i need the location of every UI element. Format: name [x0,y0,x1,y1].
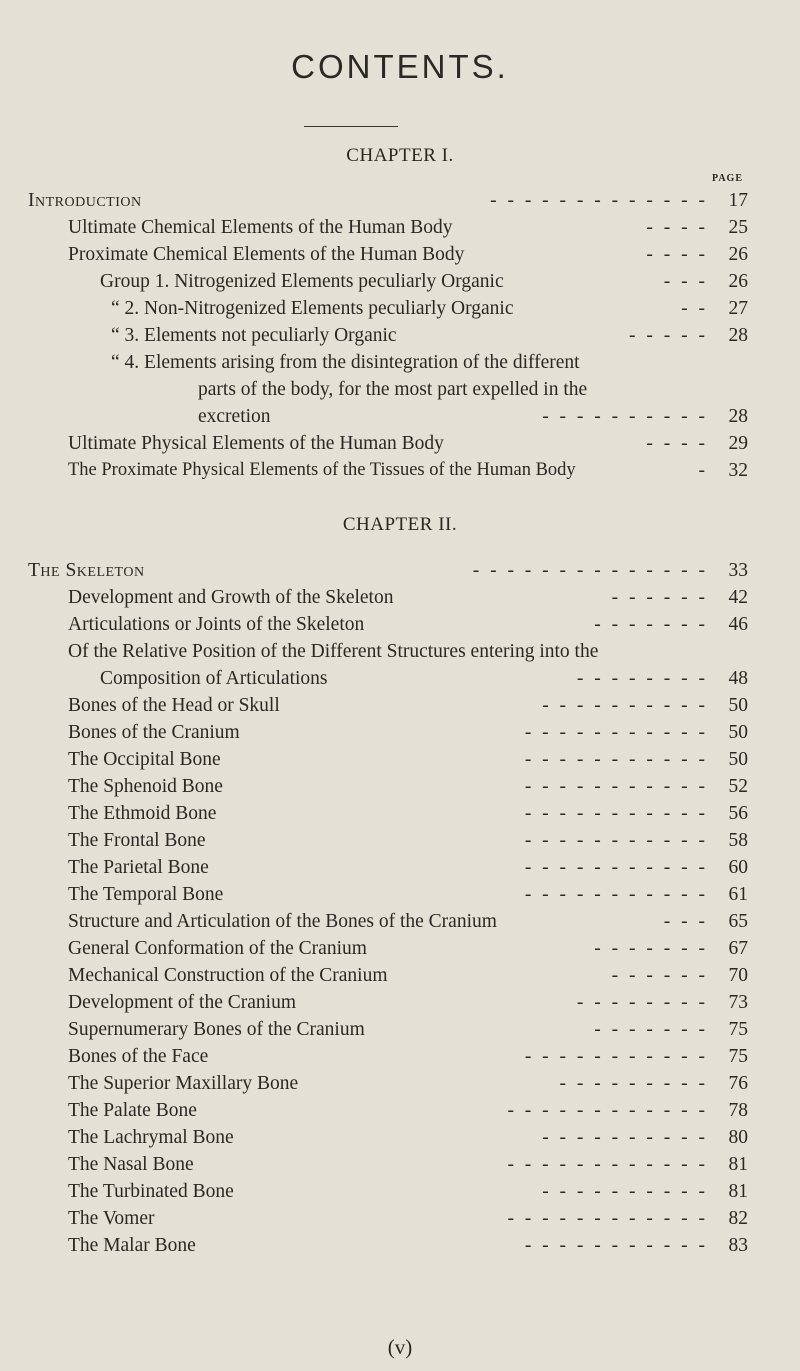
toc-entry-page: 78 [728,1100,748,1121]
dot-leader: - - - - - - - - - - - - [507,1100,708,1121]
toc-entry[interactable] [68,1178,748,1205]
toc-entry-page: 50 [728,722,748,743]
toc-entry[interactable] [68,1043,748,1070]
toc-entry-page: 26 [728,244,748,265]
toc-entry[interactable] [68,773,748,800]
dot-leader: - - - - [646,244,708,265]
toc-entry[interactable] [68,935,748,962]
dot-leader: - - - - - - - - - - - [524,803,708,824]
toc-entry-title: The Turbinated Bone [68,1181,234,1202]
toc-entry-page: 81 [728,1181,748,1202]
dot-leader: - - - - - - - - [576,992,708,1013]
toc-entry[interactable] [68,746,748,773]
toc-entry-title: The Temporal Bone [68,884,224,905]
dot-leader: - - - - - [629,325,708,346]
dot-leader: - - - - - - - - - - - [524,1235,708,1256]
dot-leader: - - [681,298,708,319]
toc-entry-page: 25 [728,217,748,238]
toc-entry-title: Proximate Chemical Elements of the Human Body [68,244,465,265]
toc-entry-page: 28 [728,406,748,427]
toc-entry-title: Bones of the Face [68,1046,209,1067]
toc-entry-title: The Malar Bone [68,1235,196,1256]
toc-entry[interactable] [100,268,748,295]
dot-leader: - [698,460,708,481]
dot-leader: - - - - - - - - - - [542,695,708,716]
toc-entry-title: General Conformation of the Cranium [68,938,367,959]
toc-entry-page: 76 [728,1073,748,1094]
toc-entry-title: The Vomer [68,1208,155,1229]
toc-entry-page: 28 [728,325,748,346]
toc-entry[interactable] [68,881,748,908]
toc-entry-page: 52 [728,776,748,797]
toc-entry-page: 56 [728,803,748,824]
toc-entry-title: Development of the Cranium [68,992,296,1013]
toc-entry[interactable] [68,692,748,719]
toc-entry-page: 70 [728,965,748,986]
toc-entry[interactable] [68,1151,748,1178]
toc-entry-page: 81 [728,1154,748,1175]
toc-entry-title: The Sphenoid Bone [68,776,223,797]
dot-leader: - - - - - - [611,965,708,986]
toc-entry-title: Supernumerary Bones of the Cranium [68,1019,365,1040]
toc-entry-page: 17 [728,190,748,211]
toc-entry[interactable] [68,989,748,1016]
toc-entry-title: The Lachrymal Bone [68,1127,234,1148]
dot-leader: - - - [663,271,708,292]
toc-entry-page: 82 [728,1208,748,1229]
toc-entry-page: 75 [728,1019,748,1040]
toc-entry[interactable] [68,1259,748,1286]
toc-entry-title: The Occipital Bone [68,749,221,770]
toc-entry[interactable] [28,557,748,584]
toc-entry-page: 75 [728,1046,748,1067]
toc-entry[interactable] [111,322,748,349]
toc-entry[interactable] [68,241,748,268]
chapter-1-heading: CHAPTER I. [346,145,454,166]
toc-entry-title: Of the Relative Position of the Different Structures entering into the [68,641,599,662]
dot-leader: - - - - - - - - - - - [524,884,708,905]
toc-entry[interactable] [111,295,748,322]
page-column-label: PAGE [711,173,743,184]
toc-entry-title: The Frontal Bone [68,830,206,851]
toc-entry-title: Articulations or Joints of the Skeleton [68,614,365,635]
toc-entry-page: 48 [728,668,748,689]
toc-entry-title: Bones of the Cranium [68,722,240,743]
toc-entry-page: 46 [728,614,748,635]
toc-entry-title: Mechanical Construction of the Cranium [68,965,388,986]
toc-entry-title: The Nasal Bone [68,1154,194,1175]
toc-entry-title-continued: parts of the body, for the most part expelled in the [198,379,588,400]
toc-entry[interactable] [68,1205,748,1232]
toc-entry[interactable] [68,1016,748,1043]
toc-entry-title: The Palate Bone [68,1100,197,1121]
dot-leader: - - - - - - - - - - - [524,830,708,851]
dot-leader: - - - - - - - [594,938,708,959]
toc-entry-title: The Proximate Physical Elements of the Tissues of the Human Body [68,460,576,480]
toc-entry-title: Introduction [28,190,142,211]
dot-leader: - - - - - - - - - [559,1073,708,1094]
toc-entry[interactable] [68,214,748,241]
dot-leader: - - - - - - - [594,614,708,635]
toc-entry[interactable] [68,584,748,611]
dot-leader: - - - - [646,217,708,238]
toc-entry-page: 65 [728,911,748,932]
toc-entry-page: 42 [728,587,748,608]
toc-entry-page: 80 [728,1127,748,1148]
toc-entry[interactable] [68,1232,748,1259]
title-rule [304,126,398,127]
toc-entry[interactable] [198,403,748,430]
toc-entry[interactable] [68,908,748,935]
toc-entry[interactable] [68,1097,748,1124]
dot-leader: - - - - - - - - - - - - - [490,190,708,211]
dot-leader: - - - - - - - - - - - [524,776,708,797]
toc-entry-title: Structure and Articulation of the Bones of the Cranium [68,911,497,932]
toc-entry-title: The Skeleton [28,560,145,581]
toc-entry[interactable] [68,854,748,881]
toc-entry[interactable] [68,827,748,854]
toc-entry-title: Development and Growth of the Skeleton [68,587,394,608]
dot-leader: - - - - - - - - - - [542,406,708,427]
toc-entry[interactable] [68,457,748,484]
dot-leader: - - - - - - - - - - - [524,857,708,878]
dot-leader: - - - - - - - [594,1019,708,1040]
toc-entry-page: 26 [728,271,748,292]
toc-entry-page: 32 [728,460,748,481]
toc-entry-title: “ 3. Elements not peculiarly Organic [111,325,397,346]
toc-entry-page: 60 [728,857,748,878]
toc-entry[interactable] [68,719,748,746]
toc-entry[interactable] [68,430,748,457]
toc-entry-page: 83 [728,1235,748,1256]
dot-leader: - - - - [646,433,708,454]
toc-entry[interactable] [68,962,748,989]
dot-leader: - - - - - - - - [576,668,708,689]
toc-entry-page: 33 [728,560,748,581]
toc-entry[interactable] [68,1286,748,1313]
toc-entry-title: “ 4. Elements arising from the disintegration of the different [111,352,580,373]
page-title: CONTENTS. [291,48,509,85]
dot-leader: - - - - - - - - - - [542,1127,708,1148]
toc-entry[interactable] [28,187,748,214]
page-folio: (v) [387,1335,413,1359]
dot-leader: - - - - - - - - - - - [524,1046,708,1067]
dot-leader: - - - - - - - - - - - [524,749,708,770]
toc-entry[interactable] [68,800,748,827]
dot-leader: - - - - - - - - - - [542,1181,708,1202]
toc-entry-page: 27 [728,298,748,319]
toc-entry-page: 73 [728,992,748,1013]
dot-leader: - - - - - - - - - - - - - - [472,560,708,581]
toc-entry-title: The Superior Maxillary Bone [68,1073,299,1094]
chapter-2-heading: CHAPTER II. [342,514,458,535]
toc-entry-title: Ultimate Chemical Elements of the Human Body [68,217,453,238]
dot-leader: - - - - - - - - - - - - [507,1208,708,1229]
toc-entry-page: 50 [728,695,748,716]
toc-entry-page: 58 [728,830,748,851]
dot-leader: - - - - - - - - - - - [524,722,708,743]
dot-leader: - - - - - - [611,587,708,608]
toc-entry[interactable] [68,1124,748,1151]
toc-entry-page: 50 [728,749,748,770]
toc-entry-title: “ 2. Non-Nitrogenized Elements peculiarly Organic [111,298,514,319]
toc-entry[interactable] [68,1070,748,1097]
toc-entry-page: 29 [728,433,748,454]
dot-leader: - - - - - - - - - - - - [507,1154,708,1175]
toc-entry-title: The Parietal Bone [68,857,209,878]
toc-entry-page: 67 [728,938,748,959]
toc-entry-title: The Ethmoid Bone [68,803,217,824]
toc-entry-title: excretion [198,406,271,427]
toc-entry[interactable] [68,611,748,638]
toc-entry-title: Bones of the Head or Skull [68,695,280,716]
toc-entry[interactable] [100,665,748,692]
toc-entry-title: Ultimate Physical Elements of the Human Body [68,433,444,454]
dot-leader: - - - [663,911,708,932]
toc-entry-title: Group 1. Nitrogenized Elements peculiarly Organic [100,271,504,292]
toc-entry-page: 61 [728,884,748,905]
toc-entry-title: Composition of Articulations [100,668,328,689]
